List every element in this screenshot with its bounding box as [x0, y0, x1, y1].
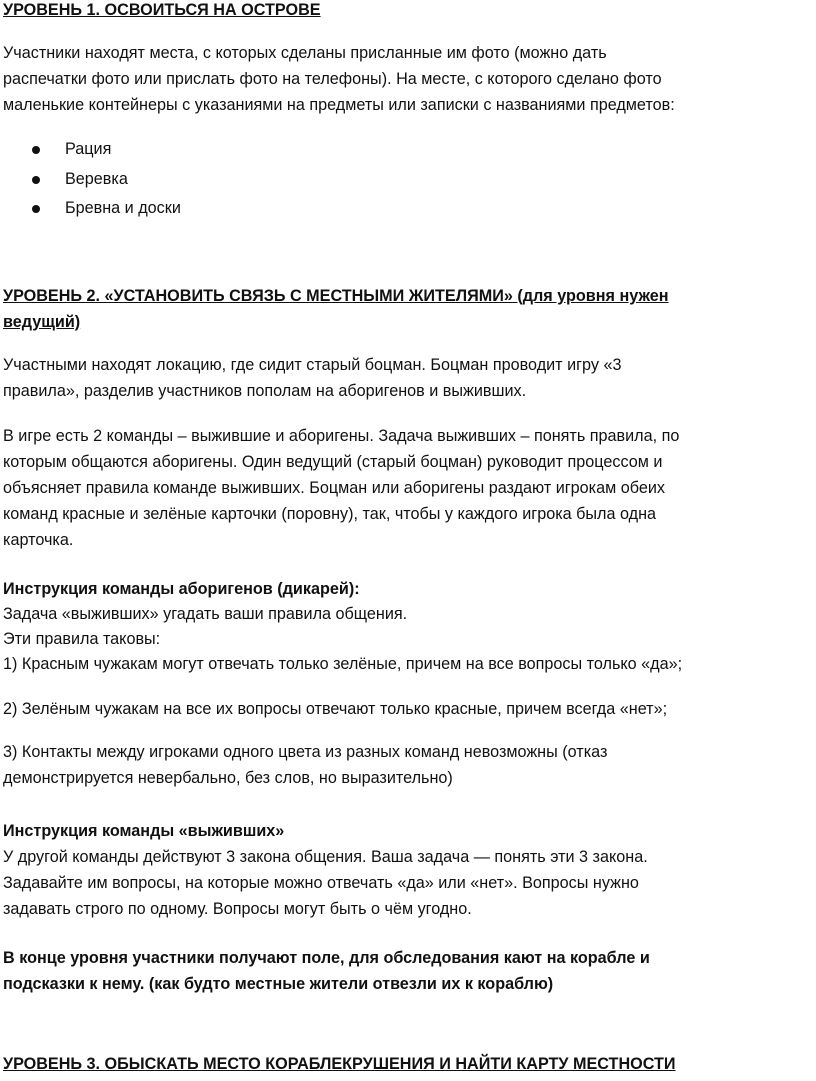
- natives-line: Задача «выживших» угадать ваши правила общения.: [3, 605, 408, 623]
- level2-game-line: команд красные и зелёные карточки (поровну), так, чтобы у каждого игрока была одна: [3, 505, 657, 523]
- survivors-instructions: [3, 818, 648, 922]
- natives-rule: 1) Красным чужакам могут отвечать только зелёные, причем на все вопросы только «да»;: [3, 655, 683, 673]
- natives-title: Инструкция команды аборигенов (дикарей):: [3, 580, 360, 598]
- level1-item-list: [3, 135, 181, 224]
- level2-heading: УРОВЕНЬ 2. «УСТАНОВИТЬ СВЯЗЬ С МЕСТНЫМИ ЖИТЕЛЯМИ» (для уровня нужен ведущий): [3, 287, 669, 331]
- natives-rule-3: 3) Контакты между игроками одного цвета из разных команд невозможны (отказ демонстрируется невербально, без слов, но выразительно): [3, 743, 608, 787]
- bullet-icon: [32, 146, 40, 154]
- list-item: Бревна и доски: [3, 194, 181, 224]
- survivors-line: У другой команды действуют 3 закона общения. Ваша задача — понять эти 3 закона.: [3, 848, 648, 866]
- level2-game-line: карточка.: [3, 531, 74, 549]
- level1-line: маленькие контейнеры с указаниями на предметы или записки с названиями предметов:: [3, 96, 675, 114]
- bullet-icon: [32, 205, 40, 213]
- survivors-line: задавать строго по одному. Вопросы могут быть о чём угодно.: [3, 900, 472, 918]
- level2-game-line: объясняет правила команде выживших. Боцман или аборигены раздают игрокам обеих: [3, 479, 665, 497]
- list-item: Рация: [3, 135, 181, 165]
- level2-intro-line: правила», разделив участников пополам на аборигенов и выживших.: [3, 382, 527, 400]
- natives-rule: 2) Зелёным чужакам на все их вопросы отвечают только красные, причем всегда «нет»;: [3, 700, 668, 718]
- natives-instructions: [3, 577, 682, 677]
- survivors-title: Инструкция команды «выживших»: [3, 822, 285, 840]
- level1-line: Участники находят места, с которых сделаны присланные им фото (можно дать: [3, 44, 607, 62]
- level2-game-line: которым общаются аборигены. Один ведущий (старый боцман) руководит процессом и: [3, 453, 663, 471]
- level2-intro-line: Участными находят локацию, где сидит старый боцман. Боцман проводит игру «3: [3, 356, 622, 374]
- survivors-line: Задавайте им вопросы, на которые можно отвечать «да» или «нет». Вопросы нужно: [3, 874, 639, 892]
- natives-line: Эти правила таковы:: [3, 630, 161, 648]
- level1-heading: УРОВЕНЬ 1. ОСВОИТЬСЯ НА ОСТРОВЕ: [3, 1, 321, 19]
- level3-heading: УРОВЕНЬ 3. ОБЫСКАТЬ МЕСТО КОРАБЛЕКРУШЕНИЯ И НАЙТИ КАРТУ МЕСТНОСТИ: [3, 1055, 676, 1073]
- level2-game-description: [3, 423, 679, 553]
- level2-intro: [3, 352, 621, 404]
- level1-line: распечатки фото или прислать фото на телефоны). На месте, с которого сделано фото: [3, 70, 662, 88]
- bullet-icon: [32, 176, 40, 184]
- list-item: Веревка: [3, 165, 181, 195]
- level2-game-line: В игре есть 2 команды – выжившие и аборигены. Задача выживших – понять правила, по: [3, 427, 680, 445]
- level1-paragraph: [3, 40, 675, 118]
- level2-ending: В конце уровня участники получают поле, для обследования кают на корабле и подсказки к нему. (как будто местные жители отвезли их к кораблю): [3, 949, 650, 993]
